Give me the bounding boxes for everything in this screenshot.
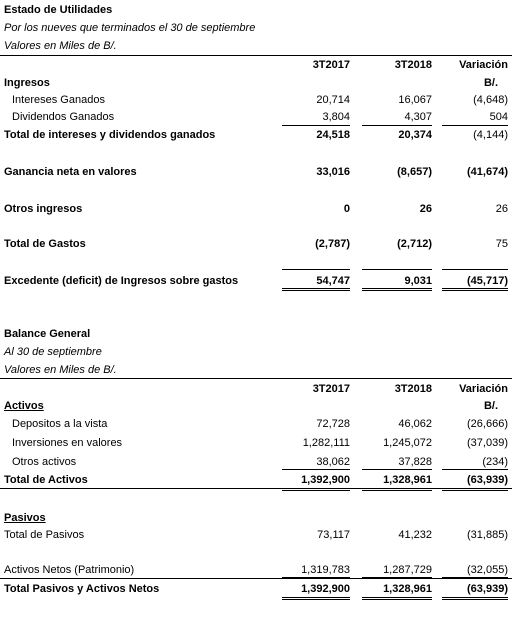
- row-3t2018: 41,232: [398, 529, 432, 541]
- row-3t2017: 24,518: [316, 129, 350, 141]
- row-3t2018: 9,031: [404, 275, 432, 287]
- rule: [282, 125, 350, 126]
- balance-col3-subheader: B/.: [483, 400, 498, 412]
- row-3t2018: 26: [419, 203, 432, 215]
- rule: [282, 469, 350, 470]
- row-label: Ganancia neta en valores: [4, 166, 137, 178]
- row-3t2017: 1,319,783: [301, 564, 350, 576]
- balance-section-pasivos: Pasivos: [4, 512, 46, 524]
- row-3t2018: (8,657): [397, 166, 432, 178]
- income-col2-header: 3T2018: [394, 59, 432, 71]
- row-3t2018: (2,712): [397, 238, 432, 250]
- row-variacion: (63,939): [467, 474, 508, 486]
- row-label: Total de intereses y dividendos ganados: [4, 129, 216, 141]
- row-3t2017: 72,728: [316, 418, 350, 430]
- row-3t2018: 1,328,961: [383, 474, 432, 486]
- rule: [442, 577, 508, 578]
- row-3t2018: 20,374: [398, 129, 432, 141]
- row-label: Activos Netos (Patrimonio): [4, 564, 135, 576]
- rule: [0, 488, 512, 489]
- row-variacion: 26: [495, 203, 508, 215]
- row-label: Total de Pasivos: [4, 529, 85, 541]
- rule: [362, 290, 432, 291]
- row-variacion: 75: [495, 238, 508, 250]
- row-label: Depositos a la vista: [12, 418, 108, 430]
- rule: [282, 490, 350, 491]
- income-units: Valores en Miles de B/.: [4, 40, 117, 52]
- rule: [282, 577, 350, 578]
- row-3t2018: 37,828: [398, 456, 432, 468]
- row-3t2017: 1,392,900: [301, 583, 350, 595]
- income-header-rule: [0, 55, 512, 56]
- rule: [442, 269, 508, 270]
- rule: [282, 599, 350, 600]
- rule: [362, 125, 432, 126]
- row-variacion: (26,666): [467, 418, 508, 430]
- row-3t2017: 33,016: [316, 166, 350, 178]
- balance-col3-header: Variación: [459, 383, 508, 395]
- row-variacion: (4,144): [473, 129, 508, 141]
- row-3t2018: 4,307: [404, 111, 432, 123]
- rule: [442, 469, 508, 470]
- row-variacion: 504: [489, 111, 508, 123]
- row-3t2018: 1,245,072: [383, 437, 432, 449]
- income-section-ingresos: Ingresos: [4, 77, 50, 89]
- row-variacion: (4,648): [473, 94, 508, 106]
- rule: [282, 290, 350, 291]
- row-label: Excedente (deficit) de Ingresos sobre gastos: [4, 275, 239, 287]
- row-3t2017: 54,747: [316, 275, 350, 287]
- balance-title: Balance General: [4, 328, 91, 340]
- rule: [442, 599, 508, 600]
- row-variacion: (31,885): [467, 529, 508, 541]
- row-label: Inversiones en valores: [12, 437, 123, 449]
- row-label: Total de Gastos: [4, 238, 86, 250]
- rule: [362, 269, 432, 270]
- row-label: Otros ingresos: [4, 203, 83, 215]
- rule: [362, 490, 432, 491]
- row-3t2017: 0: [343, 203, 350, 215]
- rule: [442, 288, 508, 289]
- rule: [362, 597, 432, 598]
- income-title: Estado de Utilidades: [4, 4, 113, 16]
- row-3t2017: 20,714: [316, 94, 350, 106]
- rule: [0, 578, 512, 579]
- balance-subtitle: Al 30 de septiembre: [4, 346, 102, 358]
- row-3t2018: 46,062: [398, 418, 432, 430]
- income-col3-header: Variación: [459, 59, 508, 71]
- row-3t2018: 1,328,961: [383, 583, 432, 595]
- row-3t2017: (2,787): [315, 238, 350, 250]
- balance-col2-header: 3T2018: [394, 383, 432, 395]
- income-subtitle: Por los nueves que terminados el 30 de septiembre: [4, 22, 256, 34]
- row-label: Total de Activos: [4, 474, 88, 486]
- rule: [282, 288, 350, 289]
- balance-header-rule: [0, 378, 512, 379]
- rule: [282, 597, 350, 598]
- row-3t2017: 73,117: [317, 529, 350, 541]
- row-3t2017: 1,282,111: [302, 437, 350, 449]
- row-variacion: (63,939): [467, 583, 508, 595]
- row-3t2017: 1,392,900: [301, 474, 350, 486]
- rule: [362, 469, 432, 470]
- row-3t2018: 1,287,729: [383, 564, 432, 576]
- balance-units: Valores en Miles de B/.: [4, 364, 117, 376]
- row-variacion: (32,055): [467, 564, 508, 576]
- balance-col1-header: 3T2017: [312, 383, 350, 395]
- rule: [362, 288, 432, 289]
- row-variacion: (45,717): [467, 275, 508, 287]
- row-label: Otros activos: [12, 456, 77, 468]
- rule: [442, 490, 508, 491]
- income-col1-header: 3T2017: [312, 59, 350, 71]
- rule: [442, 597, 508, 598]
- rule: [442, 290, 508, 291]
- row-3t2017: 3,804: [322, 111, 350, 123]
- rule: [442, 125, 508, 126]
- income-col3-subheader: B/.: [483, 77, 498, 89]
- balance-section-activos: Activos: [4, 400, 44, 412]
- row-variacion: (41,674): [467, 166, 508, 178]
- rule: [282, 269, 350, 270]
- row-variacion: (234): [482, 456, 508, 468]
- rule: [362, 577, 432, 578]
- rule: [362, 599, 432, 600]
- row-3t2017: 38,062: [316, 456, 350, 468]
- row-label: Total Pasivos y Activos Netos: [4, 583, 160, 595]
- row-variacion: (37,039): [467, 437, 508, 449]
- row-label: Dividendos Ganados: [12, 111, 115, 123]
- row-3t2018: 16,067: [398, 94, 432, 106]
- row-label: Intereses Ganados: [12, 94, 105, 106]
